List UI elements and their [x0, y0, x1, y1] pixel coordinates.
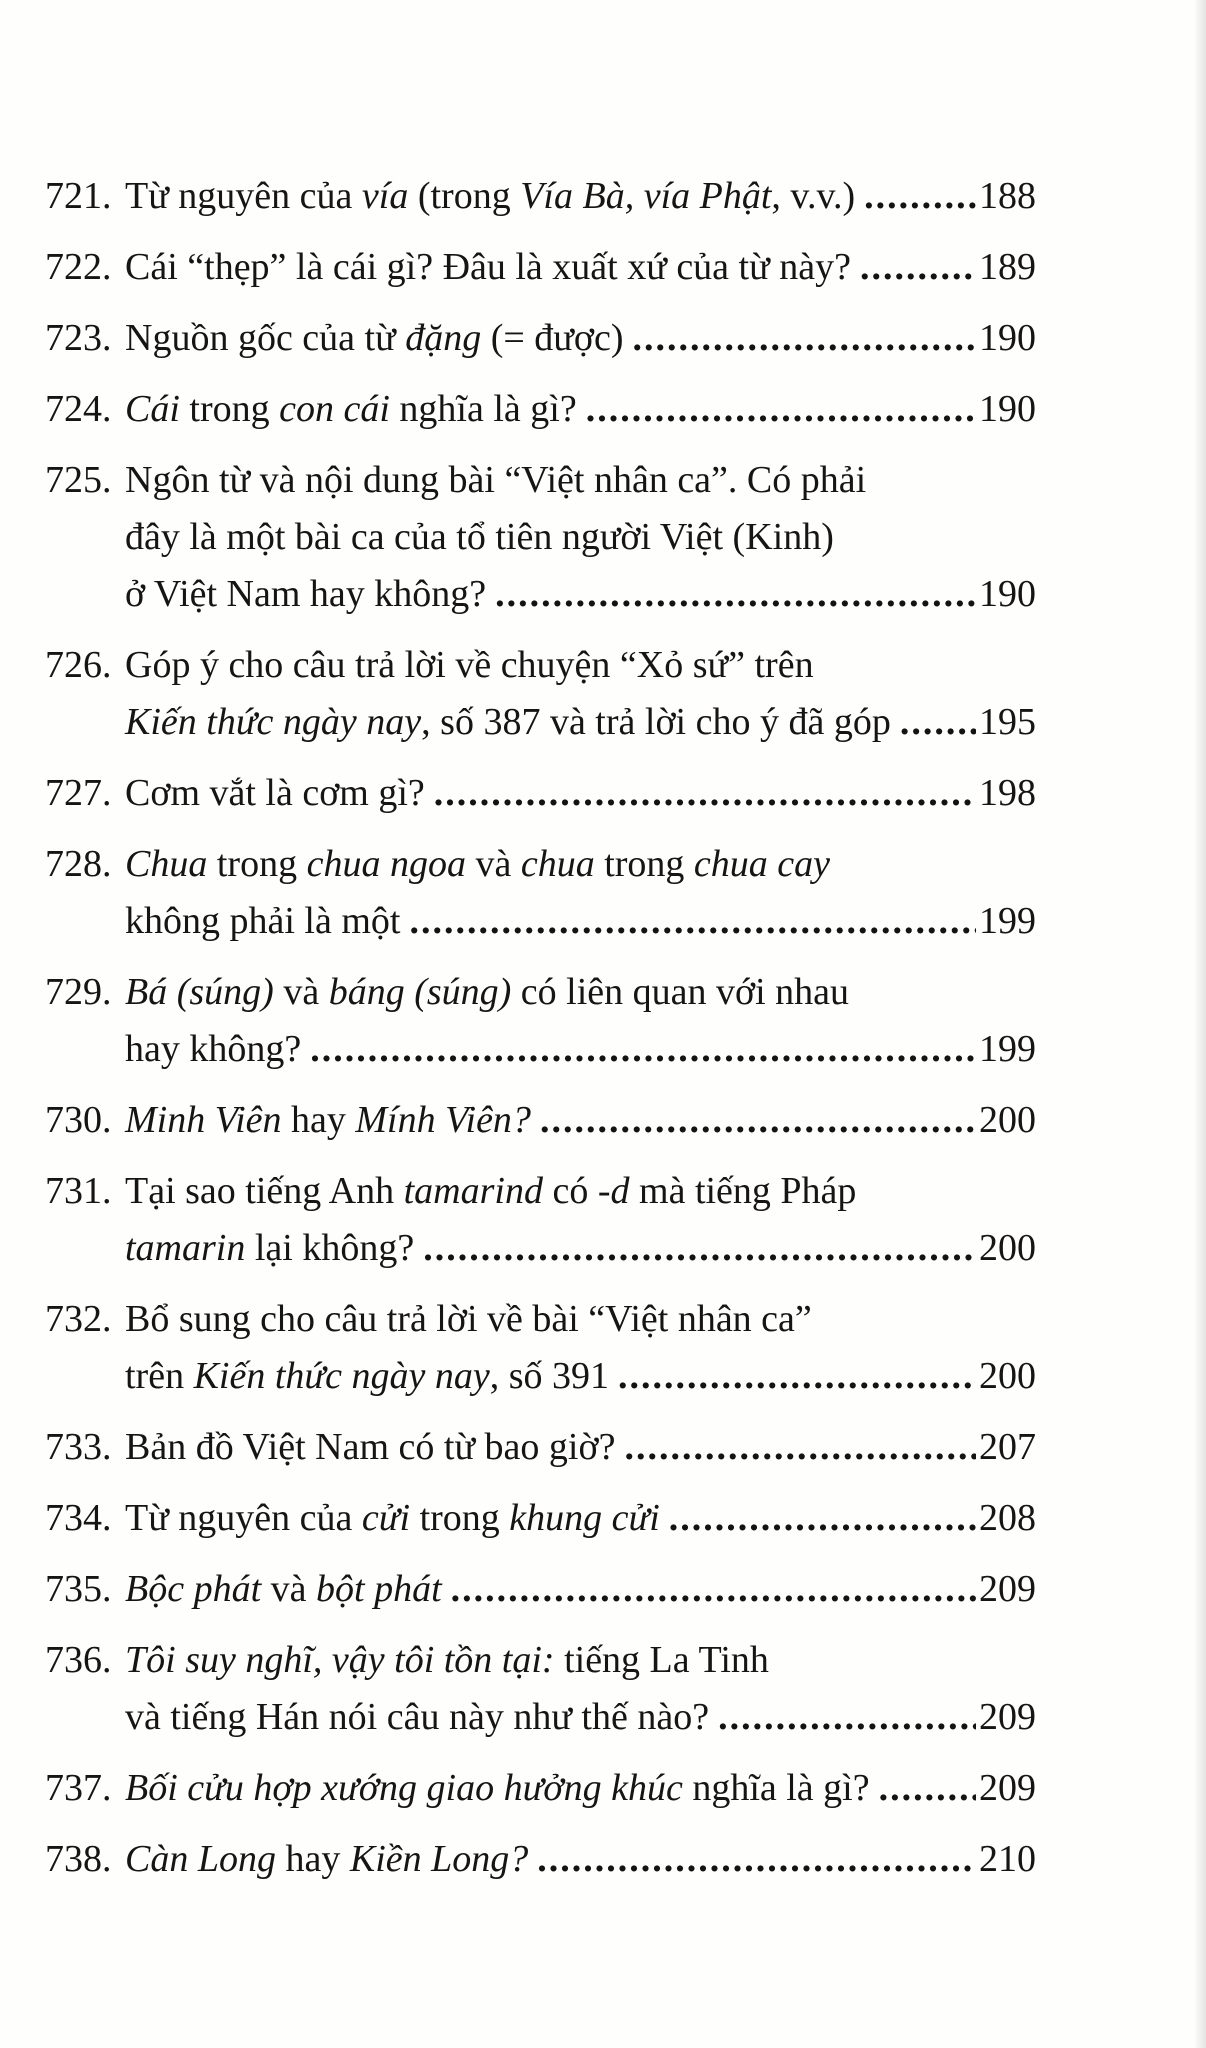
entry-text — [125, 1170, 856, 1212]
dot-leader — [495, 566, 976, 623]
regular-text: Cơm vắt là cơm gì? — [125, 772, 425, 814]
regular-text: hay không? — [125, 1028, 302, 1070]
regular-text: trong — [179, 388, 280, 430]
dot-leader — [423, 1220, 976, 1277]
italic-text: Mính Viên? — [355, 1099, 531, 1141]
italic-text: chua ngoa — [306, 843, 466, 885]
regular-text: có — [542, 1170, 598, 1212]
entry-line — [125, 1348, 1036, 1405]
entry-line — [125, 1419, 1036, 1476]
entry-text — [125, 1348, 609, 1405]
regular-text: mà tiếng Pháp — [629, 1170, 857, 1212]
entry-line — [125, 1490, 1036, 1547]
entry-number: 733. — [45, 1426, 112, 1468]
page-number: 200 — [979, 1355, 1036, 1397]
toc-entry — [45, 1291, 1036, 1405]
page-number: 210 — [979, 1838, 1036, 1880]
entry-line — [125, 1163, 1036, 1220]
page-number: 200 — [979, 1099, 1036, 1141]
regular-text: trong — [594, 843, 694, 885]
italic-text: Kiến thức ngày nay — [193, 1355, 490, 1397]
entry-line — [125, 893, 1036, 950]
italic-text: đặng — [405, 317, 482, 359]
dot-leader — [310, 1021, 976, 1078]
italic-text: Tôi suy nghĩ, vậy tôi tồn tại: — [125, 1639, 555, 1681]
regular-text: lại không? — [245, 1227, 415, 1269]
regular-text: ở Việt Nam hay không? — [125, 573, 487, 615]
entry-text — [125, 1021, 301, 1078]
toc-entry — [45, 1092, 1036, 1149]
regular-text: Cái “thẹp” là cái gì? Đâu là xuất xứ của từ này? — [125, 246, 851, 288]
page-number: 198 — [979, 772, 1036, 814]
entry-text — [125, 168, 855, 225]
page-number: 199 — [979, 1028, 1036, 1070]
entry-line — [125, 1760, 1036, 1817]
regular-text: (trong — [408, 175, 521, 217]
italic-text: chua — [520, 843, 595, 885]
italic-text: vía — [361, 175, 409, 217]
regular-text: và — [465, 843, 521, 885]
entry-number: 737. — [45, 1767, 112, 1809]
entry-body — [125, 1291, 1036, 1405]
entry-body — [125, 836, 1036, 950]
entry-body — [125, 1419, 1036, 1476]
italic-text: Minh Viên — [125, 1099, 282, 1141]
toc-entry — [45, 239, 1036, 296]
dot-leader — [669, 1490, 976, 1547]
italic-text: con cái — [279, 388, 390, 430]
entry-number: 738. — [45, 1838, 112, 1880]
toc-entry — [45, 1561, 1036, 1618]
dot-leader — [860, 239, 976, 296]
page-number: 209 — [979, 1696, 1036, 1738]
italic-text: Kiền Long? — [349, 1838, 529, 1880]
italic-text: Bộc phát — [125, 1568, 262, 1610]
entry-text — [125, 1092, 531, 1149]
dot-leader — [864, 168, 976, 225]
toc-entry — [45, 310, 1036, 367]
dot-leader — [900, 694, 976, 751]
regular-text: trong — [410, 1497, 510, 1539]
page-number: 195 — [979, 701, 1036, 743]
entry-text — [125, 239, 851, 296]
entry-text — [125, 1490, 660, 1547]
italic-text: Chua — [125, 843, 208, 885]
entry-line — [125, 1561, 1036, 1618]
regular-text: hay — [281, 1099, 356, 1141]
entry-text — [125, 765, 425, 822]
entry-body — [125, 310, 1036, 367]
entry-body — [125, 1490, 1036, 1547]
entry-line — [125, 168, 1036, 225]
italic-text: tamarin — [125, 1227, 246, 1269]
entry-body — [125, 1561, 1036, 1618]
dot-leader — [633, 310, 977, 367]
entry-text — [125, 1689, 709, 1746]
dot-leader — [434, 765, 976, 822]
regular-text: nghĩa là gì? — [389, 388, 577, 430]
entry-body — [125, 239, 1036, 296]
regular-text: hay — [275, 1838, 350, 1880]
italic-text: Kiến thức ngày nay — [125, 701, 422, 743]
entry-body — [125, 1760, 1036, 1817]
entry-body — [125, 765, 1036, 822]
entry-text — [125, 644, 814, 686]
regular-text: và — [273, 971, 329, 1013]
entry-body — [125, 1163, 1036, 1277]
regular-text: Bản đồ Việt Nam có từ bao giờ? — [125, 1426, 616, 1468]
regular-text: Ngôn từ và nội dung bài “Việt nhân ca”. Có phải — [125, 459, 867, 501]
regular-text: đây là một bài ca của tổ tiên người Việt (Kinh) — [125, 516, 834, 558]
page-number: 199 — [979, 900, 1036, 942]
entry-number: 729. — [45, 971, 112, 1013]
dot-leader — [540, 1092, 976, 1149]
toc-entry — [45, 168, 1036, 225]
italic-text: Càn Long — [125, 1838, 276, 1880]
regular-text: , số 391 — [489, 1355, 610, 1397]
entry-body — [125, 637, 1036, 751]
dot-leader — [879, 1760, 976, 1817]
entry-body — [125, 381, 1036, 438]
regular-text: , v.v.) — [771, 175, 856, 217]
entry-line — [125, 1632, 1036, 1689]
entry-text — [125, 1298, 812, 1340]
entry-text — [125, 1419, 615, 1476]
entry-text — [125, 843, 830, 885]
regular-text: trên — [125, 1355, 194, 1397]
page-number: 207 — [979, 1426, 1036, 1468]
toc-entry — [45, 1419, 1036, 1476]
entry-text — [125, 694, 891, 751]
italic-text: -d — [597, 1170, 630, 1212]
dot-leader — [586, 381, 976, 438]
entry-text — [125, 971, 849, 1013]
regular-text: Bổ sung cho câu trả lời về bài “Việt nhân ca” — [125, 1298, 812, 1340]
dot-leader — [451, 1561, 976, 1618]
italic-text: báng (súng) — [328, 971, 512, 1013]
entry-body — [125, 452, 1036, 623]
italic-text: Bá (súng) — [125, 971, 274, 1013]
entry-number: 725. — [45, 459, 112, 501]
dot-leader — [618, 1348, 976, 1405]
toc-entry — [45, 1632, 1036, 1746]
toc-entry — [45, 1760, 1036, 1817]
italic-text: chua cay — [693, 843, 831, 885]
regular-text: , số 387 và trả lời cho ý đã góp — [421, 701, 891, 743]
page-number: 190 — [979, 388, 1036, 430]
entry-line — [125, 1220, 1036, 1277]
page-number: 189 — [979, 246, 1036, 288]
entry-body — [125, 1831, 1036, 1888]
italic-text: Vía Bà, vía Phật — [520, 175, 772, 217]
entry-line — [125, 1831, 1036, 1888]
italic-text: bột phát — [316, 1568, 442, 1610]
entry-text — [125, 566, 486, 623]
entry-line — [125, 1689, 1036, 1746]
entry-number: 731. — [45, 1170, 112, 1212]
dot-leader — [624, 1419, 976, 1476]
entry-line — [125, 836, 1036, 893]
entry-number: 728. — [45, 843, 112, 885]
italic-text: cửi — [361, 1497, 411, 1539]
toc-entry — [45, 836, 1036, 950]
page-number: 190 — [979, 573, 1036, 615]
entry-line — [125, 964, 1036, 1021]
toc-entry — [45, 765, 1036, 822]
entry-text — [125, 1220, 414, 1277]
page-number: 190 — [979, 317, 1036, 359]
regular-text: và tiếng Hán nói câu này như thế nào? — [125, 1696, 710, 1738]
page-number: 188 — [979, 175, 1036, 217]
entry-number: 732. — [45, 1298, 112, 1340]
page-number: 209 — [979, 1767, 1036, 1809]
italic-text: Bối cửu hợp xướng giao hưởng khúc — [125, 1767, 683, 1809]
entry-text — [125, 893, 400, 950]
italic-text: khung cửi — [509, 1497, 660, 1539]
entry-line — [125, 765, 1036, 822]
page-number: 200 — [979, 1227, 1036, 1269]
entry-body — [125, 1092, 1036, 1149]
entry-line — [125, 637, 1036, 694]
entry-text — [125, 310, 624, 367]
entry-line — [125, 452, 1036, 509]
dot-leader — [409, 893, 976, 950]
entry-text — [125, 381, 577, 438]
page-number: 209 — [979, 1568, 1036, 1610]
entry-text — [125, 1831, 528, 1888]
entry-body — [125, 168, 1036, 225]
dot-leader — [537, 1831, 976, 1888]
regular-text: (= được) — [481, 317, 624, 359]
regular-text: tiếng La Tinh — [554, 1639, 769, 1681]
regular-text: không phải là một — [125, 900, 401, 942]
entry-line — [125, 1021, 1036, 1078]
entry-line — [125, 1291, 1036, 1348]
regular-text: trong — [207, 843, 307, 885]
entry-number: 734. — [45, 1497, 112, 1539]
toc-entry — [45, 1490, 1036, 1547]
entry-text — [125, 1760, 870, 1817]
entry-text — [125, 516, 834, 558]
entry-body — [125, 964, 1036, 1078]
regular-text: và — [261, 1568, 317, 1610]
regular-text: Từ nguyên của — [125, 175, 362, 217]
regular-text: Tại sao tiếng Anh — [125, 1170, 404, 1212]
entry-line — [125, 381, 1036, 438]
entry-line — [125, 509, 1036, 566]
toc-entry — [45, 452, 1036, 623]
regular-text: có liên quan với nhau — [511, 971, 850, 1013]
entry-line — [125, 239, 1036, 296]
dot-leader — [718, 1689, 976, 1746]
entry-text — [125, 1639, 769, 1681]
regular-text: Góp ý cho câu trả lời về chuyện “Xỏ sứ” trên — [125, 644, 814, 686]
entry-line — [125, 566, 1036, 623]
entry-body — [125, 1632, 1036, 1746]
italic-text: Cái — [125, 388, 180, 430]
entry-number: 722. — [45, 246, 112, 288]
regular-text: nghĩa là gì? — [682, 1767, 870, 1809]
toc-entry — [45, 1831, 1036, 1888]
entry-number: 727. — [45, 772, 112, 814]
entry-line — [125, 694, 1036, 751]
entry-number: 723. — [45, 317, 112, 359]
entry-number: 721. — [45, 175, 112, 217]
entry-text — [125, 459, 866, 501]
toc-entry — [45, 637, 1036, 751]
entry-number: 724. — [45, 388, 112, 430]
regular-text: Nguồn gốc của từ — [125, 317, 406, 359]
toc-entry — [45, 964, 1036, 1078]
entry-line — [125, 1092, 1036, 1149]
regular-text: Từ nguyên của — [125, 1497, 362, 1539]
toc-entry — [45, 381, 1036, 438]
entry-number: 726. — [45, 644, 112, 686]
entry-line — [125, 310, 1036, 367]
entry-number: 736. — [45, 1639, 112, 1681]
entry-number: 730. — [45, 1099, 112, 1141]
entry-text — [125, 1561, 442, 1618]
toc-entry — [45, 1163, 1036, 1277]
page-number: 208 — [979, 1497, 1036, 1539]
italic-text: tamarind — [403, 1170, 543, 1212]
entry-number: 735. — [45, 1568, 112, 1610]
